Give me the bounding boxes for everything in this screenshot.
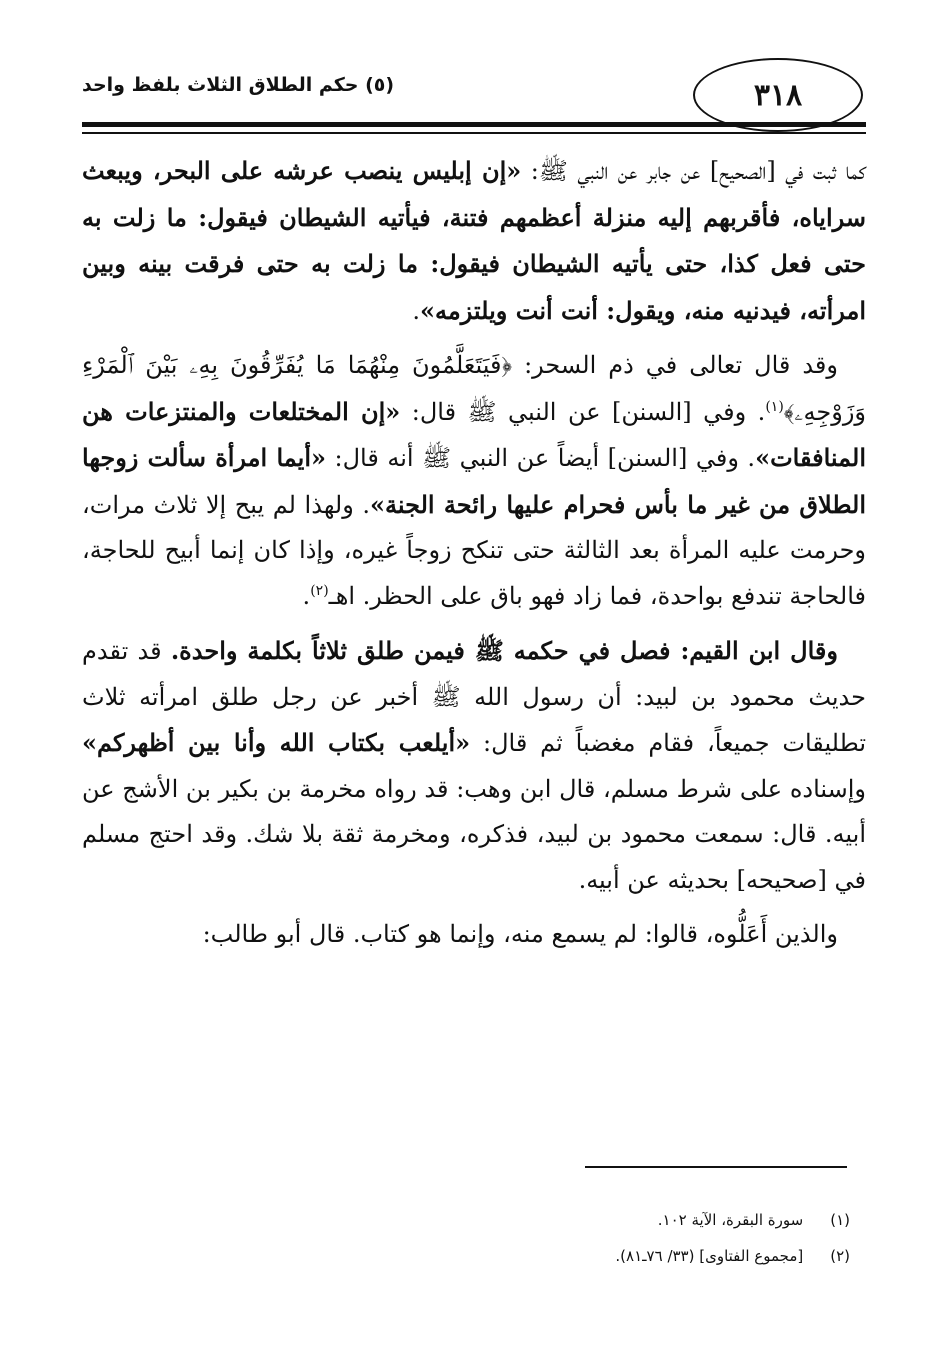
hadith-quote: «إن المختلعات والمنتزعات هن المنافقات» [82,396,866,472]
text-span: وقد قال تعالى في ذم السحر: [512,351,838,379]
running-title: (٥) حكم الطلاق الثلاث بلفظ واحد [82,74,395,96]
footnote-text: سورة البقرة، الآية ١٠٢. [657,1211,804,1229]
text-span: قد تقدم حديث محمود بن لبيد: أن رسول الله ﷺ أخبر عن رجل طلق امرأته ثلاث تطليقات جميعاً، فقام مغضباً ثم قال: [82,637,866,757]
text-span: كما ثبت في [الصحيح] عن جابر عن النبي ﷺ: [521,157,866,185]
paragraph-4 [82,912,866,958]
text-span: والذين أَعَلُّوه، قالوا: لم يسمع منه، وإنما هو كتاب. قال أبو طالب: [202,920,838,948]
footnote-1 [82,1202,850,1238]
hadith-quote: «أيلعب بكتاب الله وأنا بين أظهركم» [82,728,471,757]
footnotes [82,1202,850,1274]
hadith-quote: «أيما امرأة سألت زوجها الطلاق من غير ما بأس فحرام عليها رائحة الجنة» [82,443,866,519]
header-rule-thick [82,122,866,127]
text-span: . وفي [السنن] عن النبي ﷺ قال: [400,397,766,426]
page-number-oval [693,58,863,132]
paragraph-2 [82,343,866,619]
text-span: وإسناده على شرط مسلم، قال ابن وهب: قد رواه مخرمة بن بكير بن الأشج عن أبيه. قال: سمعت محمود بن لبيد، فذكره، ومخرمة ثقة بلا شك. وقد احتج مسلم في [صحيحه] بحديثه عن أبيه. [82,774,866,894]
paragraph-1 [82,148,866,334]
footnote-text: [مجموع الفتاوى] (٣٣/ ٧٦ـ٨١). [615,1247,804,1265]
page-number: ٣١٨ [753,77,803,113]
footnote-number: (١) [830,1211,850,1229]
footnote-ref-2[interactable]: (٢) [310,582,329,599]
main-text [82,148,866,967]
text-span: . [412,296,420,325]
header-rule-thin [82,132,866,134]
text-span: . [302,581,311,610]
footnote-separator [585,1166,847,1168]
text-span: . وفي [السنن] أيضاً عن النبي ﷺ أنه قال: [325,444,756,472]
footnote-2 [82,1238,850,1274]
footnote-number: (٢) [830,1247,850,1265]
quran-verse: ﴿فَيَتَعَلَّمُونَ مِنْهُمَا مَا يُفَرِّقُونَ بِهِۦ بَيْنَ ٱلْمَرْءِ وَزَوْجِهِۦ﴾ [82,351,867,426]
footnote-ref-1[interactable]: (١) [765,398,784,415]
text-span: . ولهذا لم يبح إلا ثلاث مرات، وحرمت عليه المرأة بعد الثالثة حتى تنكح زوجاً غيره، وإذا كان إنما أبيح للحاجة، فالحاجة تندفع بواحدة، فما زاد فهو باق على الحظر. اهـ [82,490,866,610]
hadith-quote: «إن إبليس ينصب عرشه على البحر، ويبعث سراياه، فأقربهم إليه منزلة أعظمهم فتنة، فيأتيه الشيطان فيقول: ما زلت به حتى فعل كذا، حتى يأتيه الشيطان فيقول: ما زلت به حتى فرقت بينه وبين امرأته، فيدنيه منه، ويقول: أنت أنت ويلتزمه» [82,156,866,325]
paragraph-3 [82,628,866,903]
section-heading: وقال ابن القيم: فصل في حكمه ﷺ فيمن طلق ثلاثاً بكلمة واحدة. [170,636,838,665]
